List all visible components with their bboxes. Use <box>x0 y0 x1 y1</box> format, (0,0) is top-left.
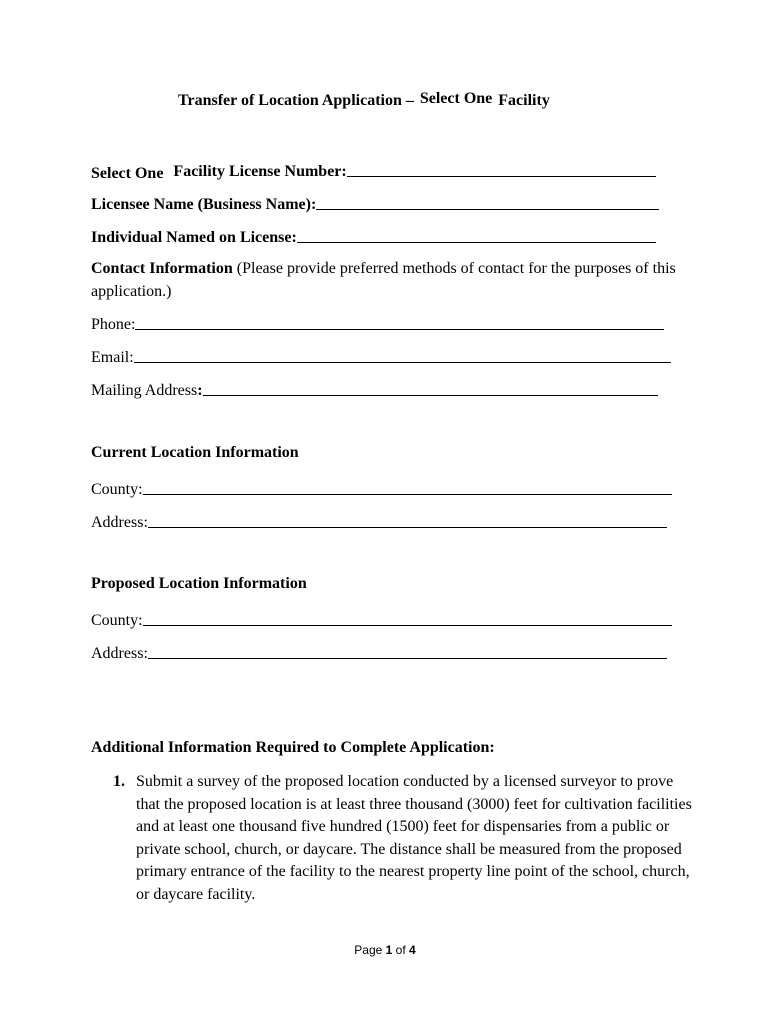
title-facility-text: Facility <box>498 92 550 109</box>
current-page-number: 1 <box>385 943 393 957</box>
email-row <box>91 345 671 367</box>
mailing-address-row <box>91 378 658 400</box>
mailing-address-label: Mailing Address <box>91 382 198 399</box>
license-number-row <box>91 159 656 181</box>
license-number-field[interactable] <box>347 175 656 177</box>
proposed-location-heading: Proposed Location Information <box>91 575 307 592</box>
current-county-field[interactable] <box>143 493 672 495</box>
current-county-row <box>91 477 672 499</box>
of-word: of <box>392 943 410 957</box>
current-address-row <box>91 510 667 532</box>
proposed-address-row <box>91 641 667 663</box>
title-text: Transfer of Location Application – <box>178 92 414 109</box>
phone-label: Phone: <box>91 316 136 333</box>
current-location-heading: Current Location Information <box>91 444 299 461</box>
contact-information-heading: Contact Information <box>91 260 233 277</box>
list-item-number: 1. <box>113 773 125 790</box>
licensee-name-row <box>91 192 659 214</box>
proposed-address-field[interactable] <box>148 657 667 659</box>
current-address-label: Address: <box>91 514 148 531</box>
current-address-field[interactable] <box>148 526 667 528</box>
page-number-footer <box>0 943 770 957</box>
individual-name-field[interactable] <box>297 241 656 243</box>
email-label: Email: <box>91 349 134 366</box>
individual-name-row <box>91 225 656 247</box>
additional-information-heading: Additional Information Required to Complete Application: <box>91 739 495 756</box>
proposed-county-row <box>91 608 672 630</box>
individual-name-label: Individual Named on License: <box>91 229 297 246</box>
total-page-count: 4 <box>409 943 416 957</box>
list-item-text: Submit a survey of the proposed location conducted by a licensed surveyor to prove that the proposed location is at least three thousand (3000) feet for cultivation facilities and at least one thousand five hundred (1500) feet for dispensaries from a public or private school, church, or daycare. The distance shall be measured from the proposed primary entrance of the facility to the nearest property line point of the school, church, or daycare facility. <box>136 773 692 903</box>
email-field[interactable] <box>134 361 671 363</box>
contact-information-intro <box>91 257 691 303</box>
facility-type-select[interactable]: Select One <box>419 90 493 107</box>
mailing-address-field[interactable] <box>203 394 658 396</box>
proposed-county-field[interactable] <box>143 624 672 626</box>
phone-field[interactable] <box>135 328 664 330</box>
license-number-label: Facility License Number: <box>173 163 347 180</box>
current-county-label: County: <box>91 481 143 498</box>
mailing-address-colon: : <box>197 382 203 399</box>
proposed-address-label: Address: <box>91 645 148 662</box>
contact-information-note: (Please provide preferred methods of contact for the purposes of this application.) <box>91 260 676 300</box>
phone-row <box>91 312 664 334</box>
page-title <box>178 92 550 110</box>
page-word: Page <box>354 943 386 957</box>
license-type-select[interactable]: Select One <box>91 165 164 182</box>
licensee-name-label: Licensee Name (Business Name): <box>91 196 317 213</box>
proposed-county-label: County: <box>91 612 143 629</box>
licensee-name-field[interactable] <box>316 208 659 210</box>
